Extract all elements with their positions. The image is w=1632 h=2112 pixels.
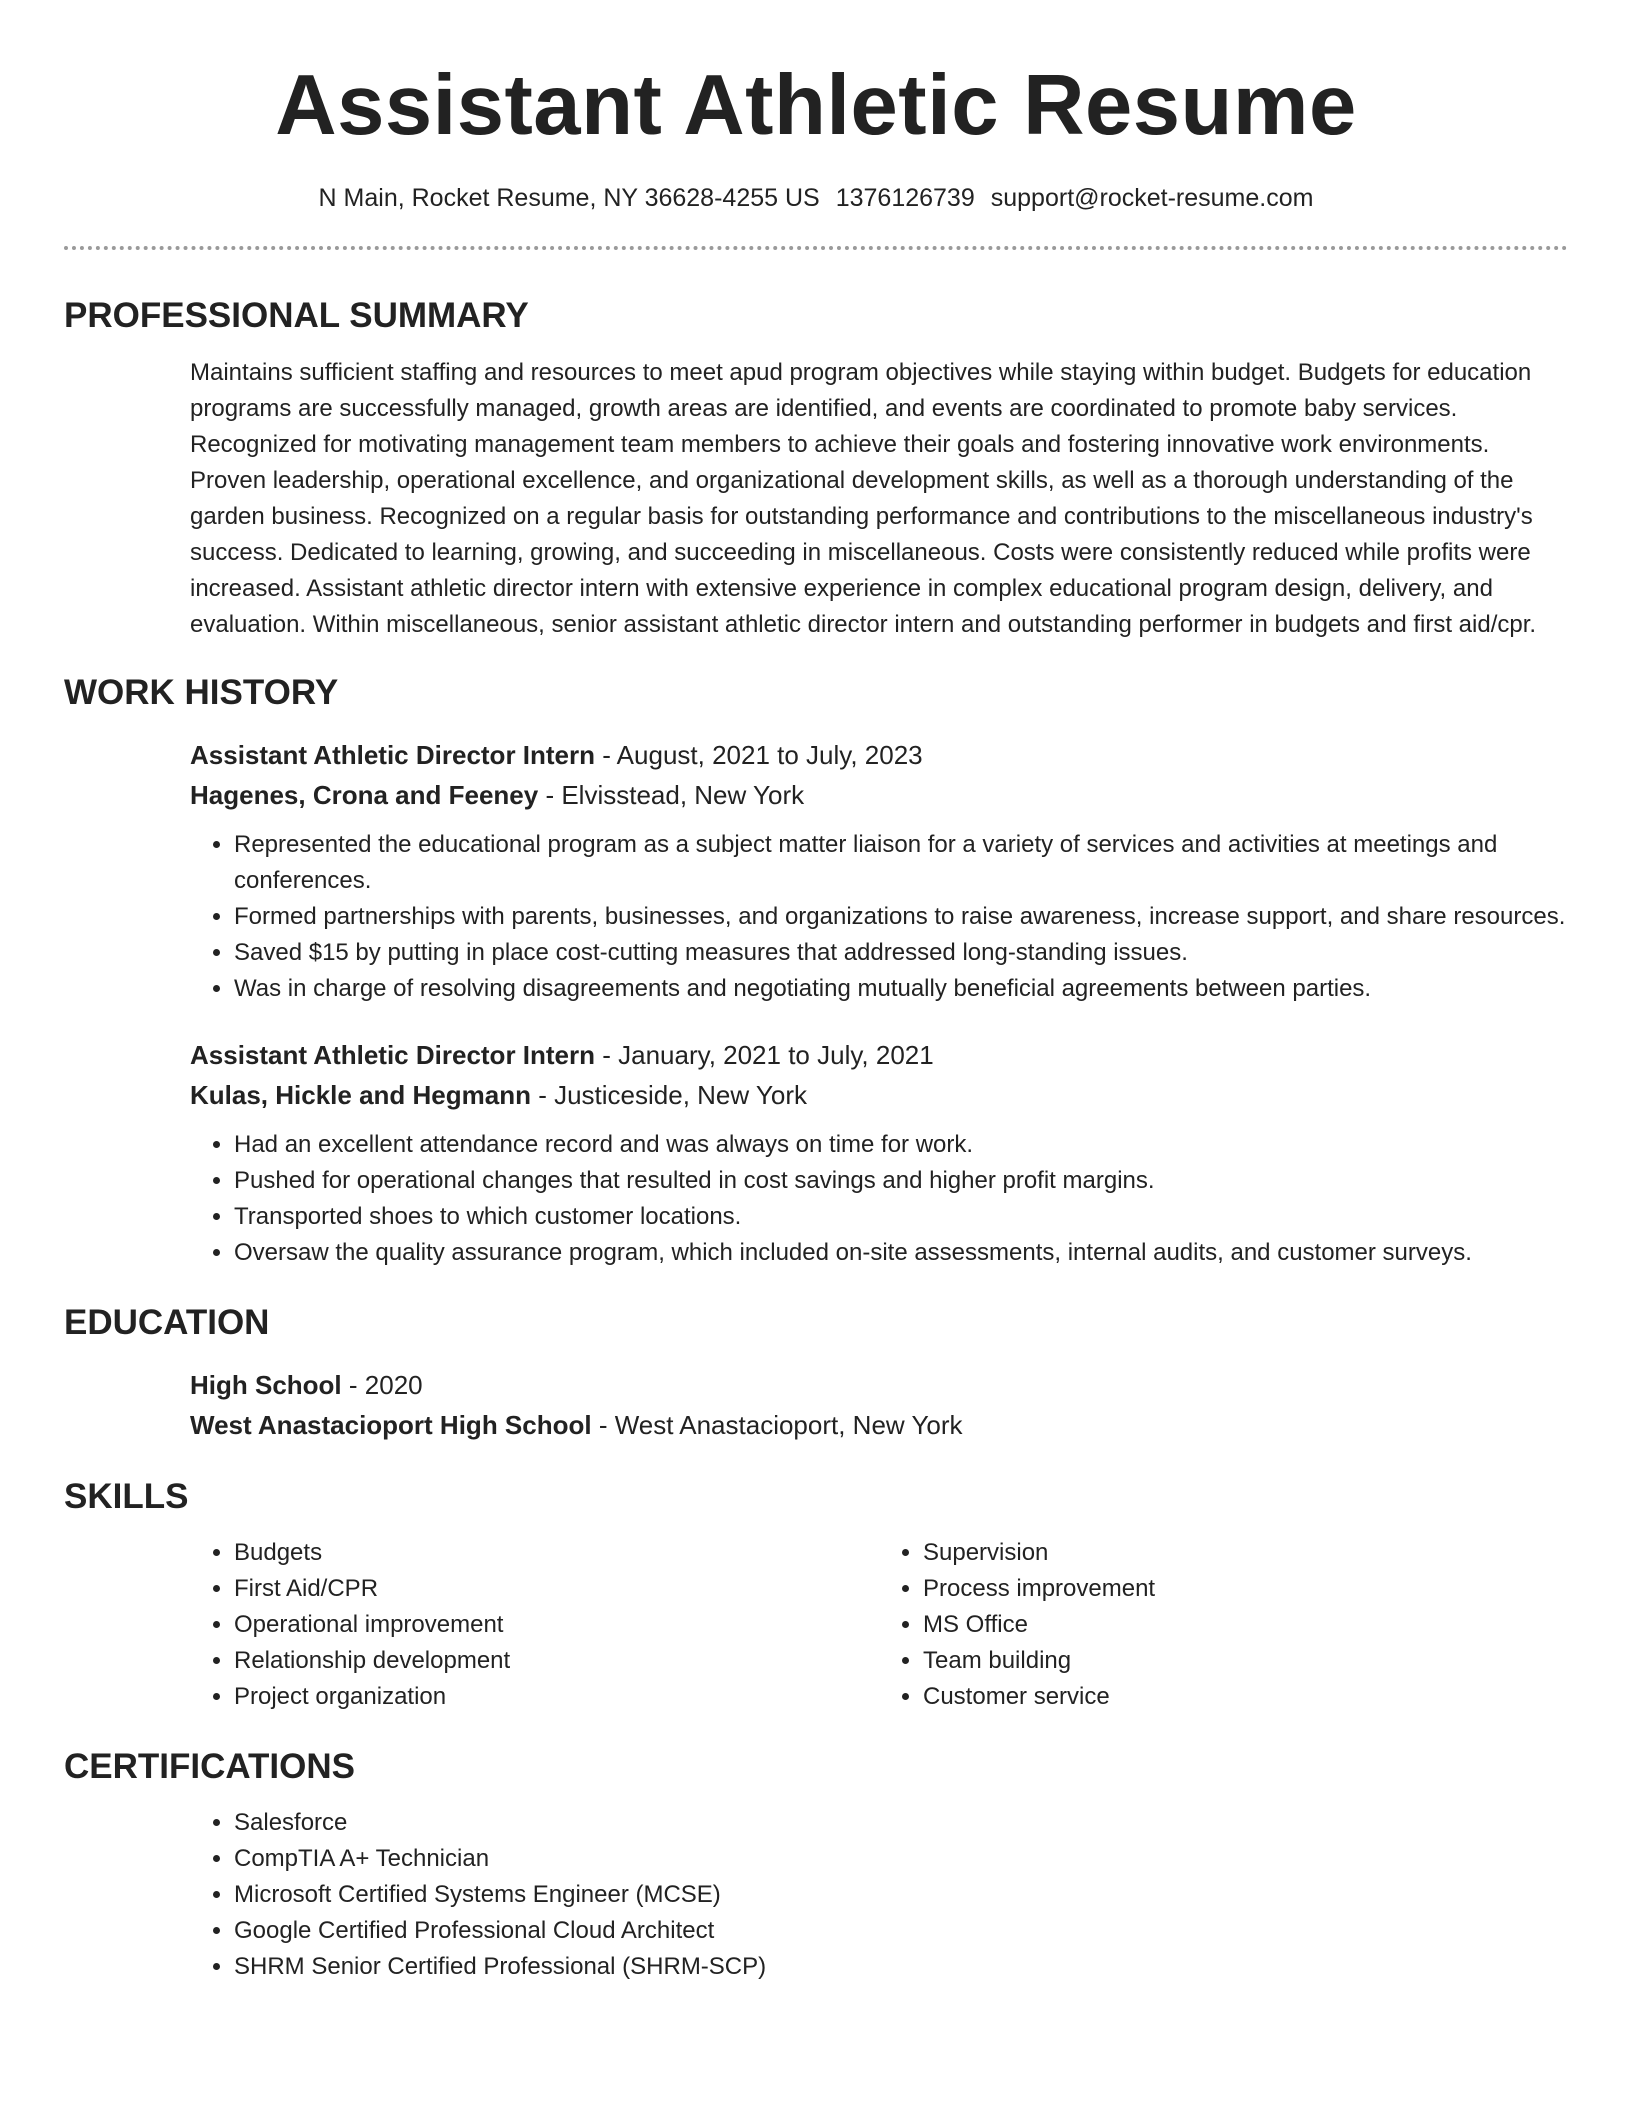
list-item: • Microsoft Certified Systems Engineer (MCSE)	[234, 1877, 1568, 1913]
list-item: • Pushed for operational changes that resulted in cost savings and higher profit margins.	[234, 1163, 1568, 1199]
list-item: • Supervision	[923, 1535, 1568, 1571]
list-item: • Formed partnerships with parents, businesses, and organizations to raise awareness, increase support, and share resources.	[234, 899, 1568, 935]
work-section	[190, 735, 1568, 1271]
list-item: • Had an excellent attendance record and was always on time for work.	[234, 1127, 1568, 1163]
header-divider	[64, 246, 1568, 250]
list-item: • Represented the educational program as a subject matter liaison for a variety of services and activities at meetings and conferences.	[234, 827, 1568, 899]
education-school: West Anastacioport High School	[190, 1410, 592, 1440]
job-company-line	[190, 1075, 1568, 1115]
list-item: • Relationship development	[234, 1643, 879, 1679]
skills-heading: SKILLS	[64, 1477, 189, 1516]
certifications-heading: CERTIFICATIONS	[64, 1747, 356, 1786]
skills-list-right	[879, 1535, 1568, 1715]
job-company: Kulas, Hickle and Hegmann	[190, 1080, 531, 1110]
list-item: • Process improvement	[923, 1571, 1568, 1607]
list-item: • Budgets	[234, 1535, 879, 1571]
job-bullets	[190, 827, 1568, 1007]
list-item: • Customer service	[923, 1679, 1568, 1715]
job-title: Assistant Athletic Director Intern	[190, 740, 596, 770]
job-company-line	[190, 775, 1568, 815]
list-item: • Was in charge of resolving disagreements and negotiating mutually beneficial agreements between parties.	[234, 971, 1568, 1007]
list-item: • First Aid/CPR	[234, 1571, 879, 1607]
job-location: - Justiceside, New York	[530, 1080, 807, 1110]
job-title-line	[190, 735, 1568, 775]
job-entry	[190, 735, 1568, 1007]
summary-section	[190, 355, 1568, 643]
contact-address: N Main, Rocket Resume, NY 36628-4255 US	[318, 184, 820, 212]
list-item: • Transported shoes to which customer locations.	[234, 1199, 1568, 1235]
list-item: • Saved $15 by putting in place cost-cutting measures that addressed long-standing issues.	[234, 935, 1568, 971]
education-year: - 2020	[341, 1370, 423, 1400]
contact-email[interactable]: support@rocket-resume.com	[990, 184, 1314, 212]
summary-text: Maintains sufficient staffing and resources to meet apud program objectives while staying within budget. Budgets for education programs are successfully managed, growth areas are identified, and events are coordinated to promote baby services. Recognized for motivating management team members to achieve their goals and fostering innovative work environments. Proven leadership, operational excellence, and organizational development skills, as well as a thorough understanding of the garden business. Recognized on a regular basis for outstanding performance and contributions to the miscellaneous industry's success. Dedicated to learning, growing, and succeeding in miscellaneous. Costs were consistently reduced while profits were increased. Assistant athletic director intern with extensive experience in complex educational program design, delivery, and evaluation. Within miscellaneous, senior assistant athletic director intern and outstanding performer in budgets and first aid/cpr.	[190, 359, 1537, 638]
education-heading: EDUCATION	[64, 1303, 270, 1342]
education-degree-line	[190, 1365, 1568, 1405]
list-item: • Google Certified Professional Cloud Architect	[234, 1913, 1568, 1949]
education-section	[190, 1365, 1568, 1445]
contact-phone: 1376126739	[835, 184, 975, 212]
job-company: Hagenes, Crona and Feeney	[190, 780, 539, 810]
job-location: - Elvisstead, New York	[538, 780, 805, 810]
job-dates: - August, 2021 to July, 2023	[595, 740, 923, 770]
list-item: • Project organization	[234, 1679, 879, 1715]
education-degree: High School	[190, 1370, 342, 1400]
list-item: • Oversaw the quality assurance program, which included on-site assessments, internal audits, and customer surveys.	[234, 1235, 1568, 1271]
certifications-section	[190, 1805, 1568, 1985]
certifications-list	[190, 1805, 1568, 1985]
job-title-line	[190, 1035, 1568, 1075]
resume-title: Assistant Athletic Resume	[275, 58, 1357, 153]
list-item: • Salesforce	[234, 1805, 1568, 1841]
job-entry	[190, 1035, 1568, 1271]
work-heading: WORK HISTORY	[64, 673, 339, 712]
job-title: Assistant Athletic Director Intern	[190, 1040, 596, 1070]
job-dates: - January, 2021 to July, 2021	[595, 1040, 934, 1070]
contact-line	[64, 182, 1568, 214]
skills-section	[190, 1535, 1568, 1715]
list-item: • Operational improvement	[234, 1607, 879, 1643]
summary-heading: PROFESSIONAL SUMMARY	[64, 296, 529, 335]
education-location: - West Anastacioport, New York	[591, 1410, 963, 1440]
list-item: • SHRM Senior Certified Professional (SHRM-SCP)	[234, 1949, 1568, 1985]
education-school-line	[190, 1405, 1568, 1445]
list-item: • CompTIA A+ Technician	[234, 1841, 1568, 1877]
job-bullets	[190, 1127, 1568, 1271]
list-item: • Team building	[923, 1643, 1568, 1679]
skills-list-left	[190, 1535, 879, 1715]
list-item: • MS Office	[923, 1607, 1568, 1643]
